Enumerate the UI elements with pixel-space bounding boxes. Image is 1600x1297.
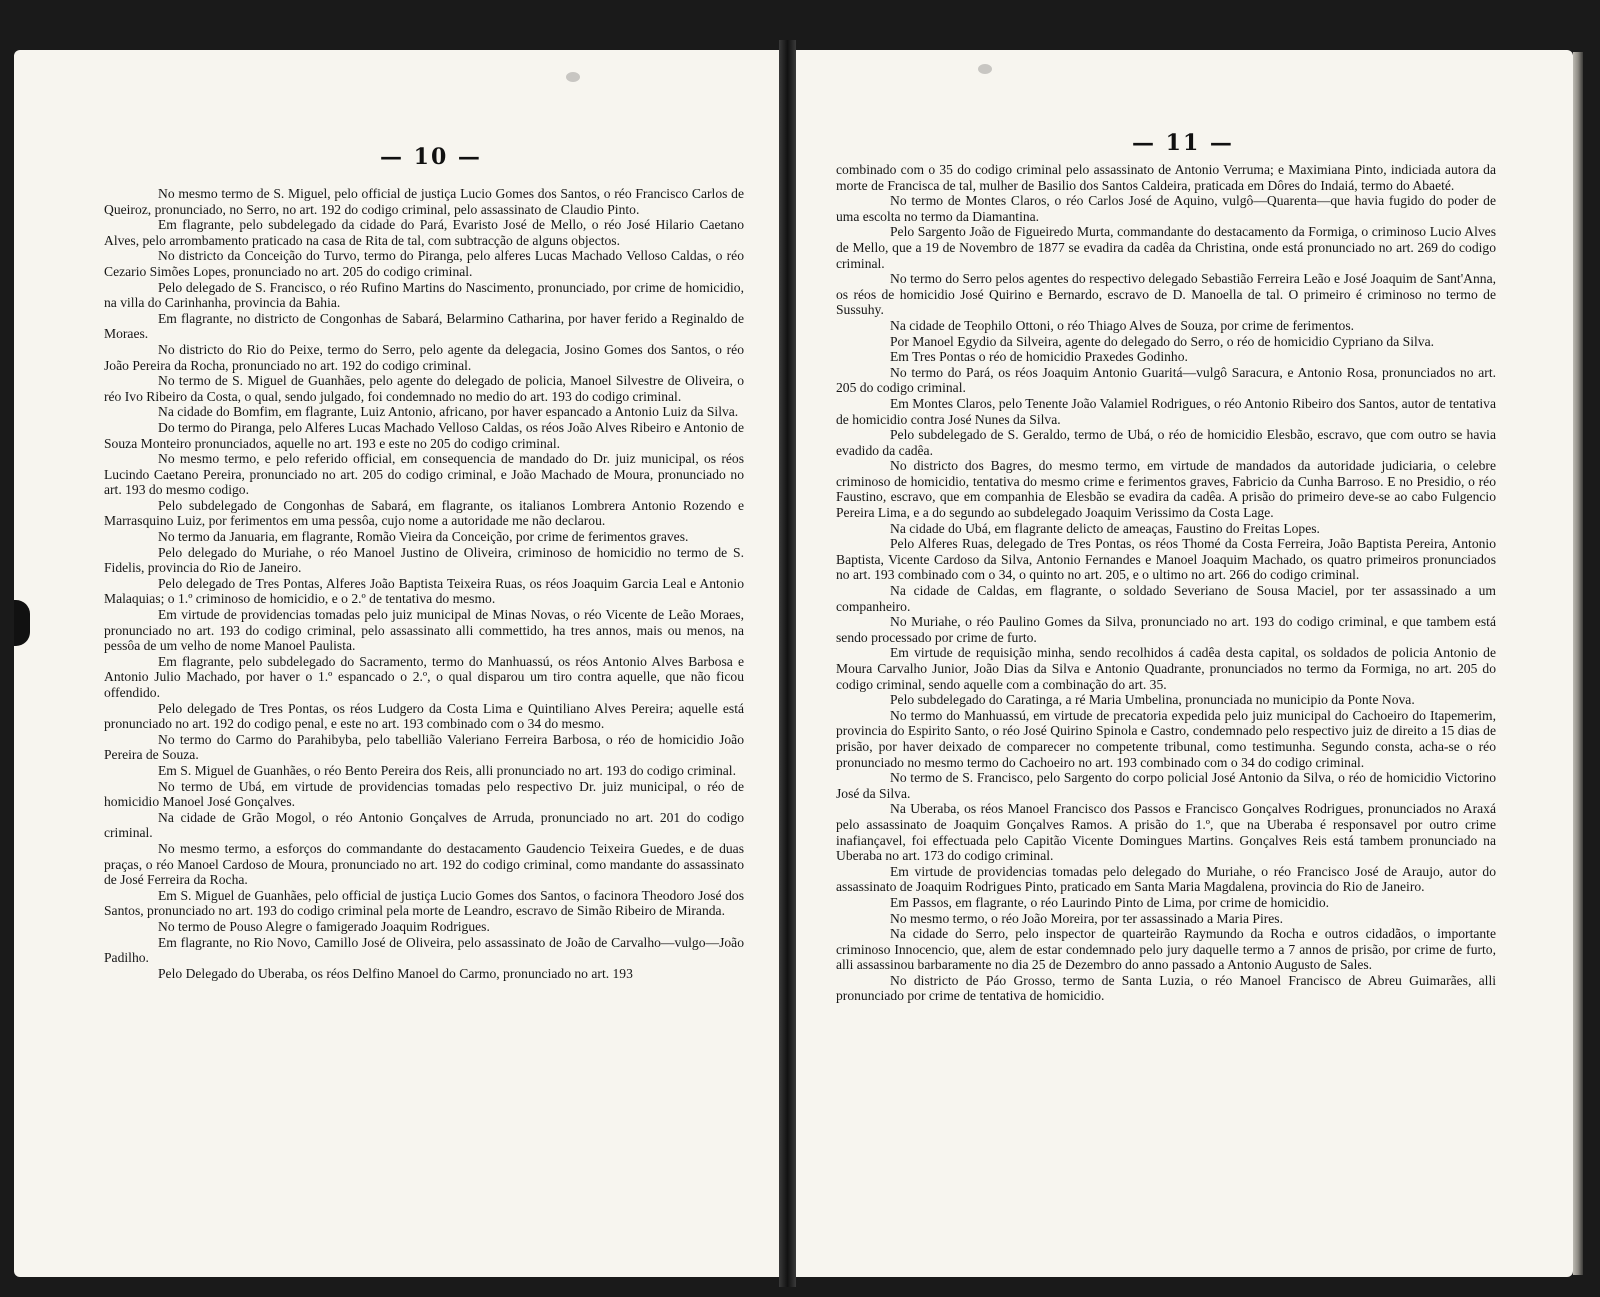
paragraph: Na Uberaba, os réos Manoel Francisco dos Passos e Francisco Gonçalves Rodrigues, pronunciados no Araxá pelo assassinato de Joaquim Gonçalves Ramos. A prisão do 1.º, que na Uberaba é responsavel por outro crime inafiançavel, foi effectuada pelo Capitão Vicente Domingues Martins. Gonçalves Reis está tambem pronunciado na Uberaba no art. 173 do codigo criminal. <box>836 801 1496 864</box>
paragraph: No termo do Carmo do Parahibyba, pelo tabellião Valeriano Ferreira Barbosa, o réo de homicidio João Pereira de Souza. <box>104 731 744 763</box>
right-page-text <box>836 162 1496 1004</box>
paragraph: Na cidade do Serro, pelo inspector de quarteirão Raymundo da Rocha e outros cidadãos, o importante criminoso Innocencio, que, alem de estar condemnado pelo jury daquelle termo a 7 annos de prisão, por crime de furto, alli assassinou barbaramente no dia 25 de Dezembro do anno passado a Antonio Augusto de Sales. <box>836 926 1496 973</box>
paragraph: Em virtude de requisição minha, sendo recolhidos á cadêa desta capital, os soldados de policia Antonio de Moura Carvalho Junior, João Dias da Silva e Antonio Quadrante, pronunciados no termo da Formiga, no art. 205 do codigo criminal, sendo aquelle com a combinação do art. 35. <box>836 645 1496 692</box>
paragraph: No districto de Páo Grosso, termo de Santa Luzia, o réo Manoel Francisco de Abreu Guimarães, alli pronunciado por crime de tentativa de homicidio. <box>836 972 1496 1004</box>
paragraph: Por Manoel Egydio da Silveira, agente do delegado do Serro, o réo de homicidio Cypriano da Silva. <box>890 333 1435 349</box>
page-number-right: — 11 — <box>1132 130 1234 156</box>
paragraph: No districto dos Bagres, do mesmo termo, em virtude de mandados da autoridade judiciaria, o celebre criminoso de homicidio, tentativa do mesmo crime e ferimentos graves, Fabricio da Cunha Barroso. E no Presidio, o réo Faustino, escravo, que em companhia de Elesbão se evadira da cadêa. A prisão do primeiro deve-se ao cabo Fulgencio Pereira Lima, e a do segundo ao subdelegado Joaquim Verissimo da Costa Lage. <box>836 458 1496 521</box>
left-page-text <box>104 186 744 981</box>
left-page <box>14 50 779 1277</box>
paragraph: Em S. Miguel de Guanhães, o réo Bento Pereira dos Reis, alli pronunciado no art. 193 do codigo criminal. <box>158 762 736 778</box>
paragraph: Em virtude de providencias tomadas pelo juiz municipal de Minas Novas, o réo Vicente de Leão Moraes, pronunciado no art. 193 do codigo criminal, pelo assassinato alli commettido, ha tres annos, mais ou menos, na pessôa de um velho de nome Manoel Paulista. <box>104 607 744 654</box>
page-smudge <box>978 64 992 74</box>
paragraph: No termo do Manhuassú, em virtude de precatoria expedida pelo juiz municipal do Cachoeiro do Itapemerim, provincia do Espirito Santo, o réo José Quirino Spinola e Castro, condemnado pelo respectivo juiz de direito a 15 dias de prisão, por haver deixado de comparecer no competente tribunal, como testimunha. Segundo consta, acha-se o réo pronunciado no mesmo termo do Cachoeiro no art. 193 combinado com o 34 do codigo criminal. <box>836 707 1496 770</box>
paragraph: Na cidade de Grão Mogol, o réo Antonio Gonçalves de Arruda, pronunciado no art. 201 do codigo criminal. <box>104 809 744 841</box>
paragraph: Na cidade do Bomfim, em flagrante, Luiz Antonio, africano, por haver espancado a Antonio Luiz da Silva. <box>158 404 739 420</box>
paragraph: Pelo delegado de Tres Pontas, os réos Ludgero da Costa Lima e Quintiliano Alves Pereira; aquelle está pronunciado no art. 192 do codigo penal, e este no art. 193 combinado com o 34 do mesmo. <box>104 700 744 732</box>
paragraph: No districto da Conceição do Turvo, termo do Piranga, pelo alferes Lucas Machado Velloso Caldas, o réo Cezario Simões Lopes, pronunciado no art. 205 do codigo criminal. <box>104 248 744 279</box>
paragraph: No termo do Serro pelos agentes do respectivo delegado Sebastião Ferreira Leão e José Joaquim de Sant'Anna, os réos de homicidio José Quirino e Bernardo, escravo de D. Manoella de tal. O primeiro é criminoso no termo de Sussuhy. <box>836 271 1496 318</box>
book-gutter <box>779 40 796 1287</box>
paragraph: Pelo delegado de S. Francisco, o réo Rufino Martins do Nascimento, pronunciado, por crime de homicidio, na villa do Carinhanha, provincia da Bahia. <box>104 279 744 311</box>
right-page <box>796 50 1573 1277</box>
paragraph: No termo da Januaria, em flagrante, Romão Vieira da Conceição, por crime de ferimentos graves. <box>158 529 689 545</box>
paragraph: Em flagrante, no districto de Congonhas de Sabará, Belarmino Catharina, por haver ferido a Reginaldo de Moraes. <box>104 310 744 342</box>
paragraph: Pelo subdelegado do Caratinga, a ré Maria Umbelina, pronunciada no municipio da Ponte Nova. <box>890 692 1415 708</box>
paragraph: Em Passos, em flagrante, o réo Laurindo Pinto de Lima, por crime de homicidio. <box>890 894 1330 910</box>
paragraph: Na cidade de Caldas, em flagrante, o soldado Severiano de Sousa Maciel, por ter assassinado a um companheiro. <box>836 583 1496 614</box>
paragraph: No mesmo termo, o réo João Moreira, por ter assassinado a Maria Pires. <box>890 910 1283 926</box>
paragraph: Pelo subdelegado de Congonhas de Sabará, em flagrante, os italianos Lombrera Antonio Rozendo e Marrasquino Luiz, por ferimentos em uma pessôa, cujo nome a autoridade me não declarou. <box>104 497 744 529</box>
paragraph: No termo de Montes Claros, o réo Carlos José de Aquino, vulgô—Quarenta—que havia fugido do poder de uma escolta no termo da Diamantina. <box>836 193 1496 224</box>
paragraph: Em flagrante, pelo subdelegado do Sacramento, termo do Manhuassú, os réos Antonio Alves Barbosa e Antonio Julio Machado, por haver o 1.º espancado o 2.º, o qual disparou um tiro contra aquelle, que não ficou offendido. <box>104 653 744 700</box>
paragraph: No termo do Pará, os réos Joaquim Antonio Guaritá—vulgô Saracura, e Antonio Rosa, pronunciados no art. 205 do codigo criminal. <box>836 364 1496 396</box>
paragraph: Em Tres Pontas o réo de homicidio Praxedes Godinho. <box>890 349 1188 365</box>
paragraph: Do termo do Piranga, pelo Alferes Lucas Machado Velloso Caldas, os réos João Alves Ribeiro e Antonio de Souza Monteiro pronunciados, aquelle no art. 193 e este no 205 do codigo criminal. <box>104 419 744 451</box>
binding-tab <box>14 600 30 646</box>
paragraph: Em flagrante, no Rio Novo, Camillo José de Oliveira, pelo assassinato de João de Carvalho—vulgo—João Padilho. <box>104 934 744 966</box>
paragraph: Pelo delegado do Muriahe, o réo Manoel Justino de Oliveira, criminoso de homicidio no termo de S. Fidelis, provincia do Rio de Janeiro. <box>104 544 744 576</box>
paragraph: Pelo delegado de Tres Pontas, Alferes João Baptista Teixeira Ruas, os réos Joaquim Garcia Leal e Antonio Malaquias; o 1.º criminoso de homicidio, e o 2.º de tentativa do mesmo. <box>104 575 744 607</box>
paragraph: Em Montes Claros, pelo Tenente João Valamiel Rodrigues, o réo Antonio Ribeiro dos Santos, autor de tentativa de homicidio contra José Nunes da Silva. <box>836 395 1497 427</box>
paragraph: No Muriahe, o réo Paulino Gomes da Silva, pronunciado no art. 193 do codigo criminal, e que tambem está sendo processado por crime de furto. <box>836 614 1496 645</box>
paragraph: No termo de S. Francisco, pelo Sargento do corpo policial José Antonio da Silva, o réo de homicidio Victorino José da Silva. <box>836 770 1496 801</box>
paragraph: Em S. Miguel de Guanhães, pelo official de justiça Lucio Gomes dos Santos, o facinora Theodoro José dos Santos, pronunciado no art. 193 do codigo criminal pela morte de Leandro, escravo de Simão Ribeiro de Miranda. <box>104 887 744 919</box>
paragraph: No termo de Pouso Alegre o famigerado Joaquim Rodrigues. <box>158 918 490 934</box>
paragraph: combinado com o 35 do codigo criminal pelo assassinato de Antonio Verruma; e Maximiana Pinto, indiciada autora da morte de Francisca de tal, mulher de Basilio dos Santos Caldeira, praticada em Dôres do Indaiá, termo do Abaeté. <box>836 162 1496 193</box>
paragraph: No mesmo termo, a esforços do commandante do destacamento Gaudencio Teixeira Guedes, e de duas praças, o réo Manoel Cardoso de Moura, pronunciado no art. 192 do codigo criminal, como mandante do assassinato de José Ferreira da Rocha. <box>104 840 744 888</box>
paragraph: Pelo Alferes Ruas, delegado de Tres Pontas, os réos Thomé da Costa Ferreira, João Baptista Pereira, Antonio Baptista, Vicente Cardoso da Silva, Antonio Fernandes e Manoel Joaquim Machado, os quatro primeiros pronunciados no art. 193 combinado com o 34, o quinto no art. 205, e o ultimo no art. 266 do codigo criminal. <box>836 536 1496 583</box>
paragraph: No mesmo termo, e pelo referido official, em consequencia de mandado do Dr. juiz municipal, os réos Lucindo Caetano Pereira, pronunciado no art. 205 do codigo criminal, e João Machado de Moura, pronunciado no art. 193 do mesmo codigo. <box>104 451 744 498</box>
paragraph: No termo de S. Miguel de Guanhães, pelo agente do delegado de policia, Manoel Silvestre de Oliveira, o réo Ivo Ribeiro da Costa, o qual, sendo julgado, foi condemnado no medio do art. 193 do codigo criminal. <box>104 373 744 404</box>
paragraph: Na cidade do Ubá, em flagrante delicto de ameaças, Faustino do Freitas Lopes. <box>890 520 1320 536</box>
page-stack-edge <box>1573 52 1583 1275</box>
paragraph: Em virtude de providencias tomadas pelo delegado do Muriahe, o réo Francisco José de Araujo, autor do assassinato de Joaquim Rodrigues Pinto, praticado em Santa Maria Magdalena, provincia do Rio de Janeiro. <box>836 863 1496 895</box>
page-smudge <box>566 72 580 82</box>
paragraph: No termo de Ubá, em virtude de providencias tomadas pelo respectivo Dr. juiz municipal, o réo de homicidio Manoel José Gonçalves. <box>104 778 744 810</box>
paragraph: Na cidade de Teophilo Ottoni, o réo Thiago Alves de Souza, por crime de ferimentos. <box>890 317 1355 333</box>
page-number-left: — 10 — <box>380 144 482 170</box>
paragraph: No districto do Rio do Peixe, termo do Serro, pelo agente da delegacia, Josino Gomes dos Santos, o réo João Pereira da Rocha, pronunciado no art. 192 do codigo criminal. <box>104 341 744 373</box>
paragraph: Pelo Delegado do Uberaba, os réos Delfino Manoel do Carmo, pronunciado no art. 193 <box>158 965 633 981</box>
paragraph: Pelo subdelegado de S. Geraldo, termo de Ubá, o réo de homicidio Elesbão, escravo, que com outro se havia evadido da cadêa. <box>836 427 1496 458</box>
paragraph: No mesmo termo de S. Miguel, pelo official de justiça Lucio Gomes dos Santos, o réo Francisco Carlos de Queiroz, pronunciado, no Serro, no art. 192 do codigo criminal, pelo assassinato de Claudio Pinto. <box>104 186 744 217</box>
paragraph: Pelo Sargento João de Figueiredo Murta, commandante do destacamento da Formiga, o criminoso Lucio Alves de Mello, que a 19 de Novembro de 1877 se evadira da cadêa da Christina, onde está pronunciado no art. 269 do codigo criminal. <box>836 224 1496 271</box>
paragraph: Em flagrante, pelo subdelegado da cidade do Pará, Evaristo José de Mello, o réo José Hilario Caetano Alves, pelo arrombamento praticado na casa de Rita de tal, com subtracção de alguns objectos. <box>104 217 744 248</box>
